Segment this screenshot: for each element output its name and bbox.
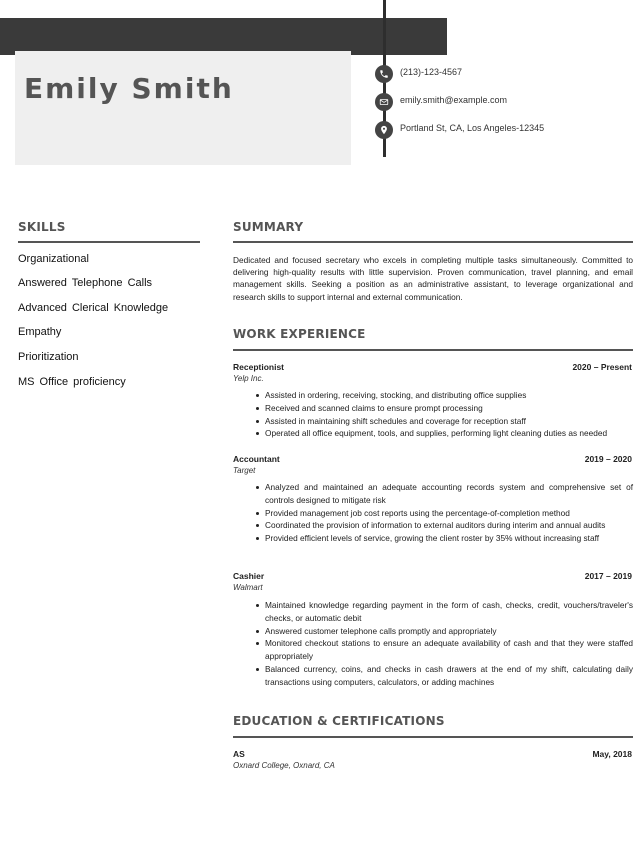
skills-heading: SKILLS	[18, 220, 66, 234]
skill-item: Prioritization	[18, 351, 79, 363]
skill-item: Empathy	[18, 326, 62, 338]
skills-rule	[18, 241, 200, 243]
skill-item: Answered Telephone Calls	[18, 277, 153, 289]
bullet-item: Operated all office equipment, tools, and supplies, performing light cleaning duties as needed	[265, 427, 633, 440]
skill-item: MS Office proficiency	[18, 376, 126, 388]
summary-text: Dedicated and focused secretary who excels in completing multiple tasks simultaneously. Committed to delivering high-quality results with little supervision. Proven communication, travel planning, and email management skills. Seeking a position as an administrative assistant, to leverage organizational and research skills to support internal and external communication.	[233, 255, 633, 302]
bullet-item: Answered customer telephone calls promptly and appropriately	[265, 625, 633, 638]
job-title: Cashier	[233, 571, 265, 581]
skill-item: Advanced Clerical Knowledge	[18, 302, 169, 314]
bullet-item: Monitored checkout stations to ensure an adequate availability of cash and that they were staffed appropriately	[265, 638, 633, 662]
company-name: Yelp Inc.	[233, 374, 264, 383]
summary-rule	[233, 241, 633, 243]
bullet-item: Assisted in maintaining shift schedules and coverage for reception staff	[265, 415, 633, 428]
postal-address: Portland St, CA, Los Angeles-12345	[400, 123, 545, 133]
job-bullets	[265, 389, 633, 440]
degree: AS	[233, 749, 245, 759]
education-heading: EDUCATION & CERTIFICATIONS	[233, 714, 445, 728]
job-dates: 2017 – 2019	[584, 571, 632, 581]
email-address: emily.smith@example.com	[400, 95, 507, 105]
job-dates: 2019 – 2020	[584, 454, 632, 464]
bullet-item: Assisted in ordering, receiving, stocking, and distributing office supplies	[265, 389, 633, 402]
summary-heading: SUMMARY	[233, 220, 304, 234]
job-title: Receptionist	[233, 362, 285, 372]
bullet-item: Received and scanned claims to ensure prompt processing	[265, 402, 633, 415]
education-rule	[233, 736, 633, 738]
work-experience-rule	[233, 349, 633, 351]
phone-icon	[375, 65, 393, 83]
work-experience-heading: WORK EXPERIENCE	[233, 327, 366, 341]
graduation-date: May, 2018	[592, 749, 632, 759]
company-name: Walmart	[233, 583, 263, 592]
job-bullets	[265, 481, 633, 545]
bullet-item: Coordinated the provision of information to external auditors during interim and annual audits	[265, 519, 633, 532]
school-name: Oxnard College, Oxnard, CA	[233, 761, 335, 770]
skill-item: Organizational	[18, 253, 89, 265]
job-bullets	[265, 599, 633, 689]
bullet-item: Balanced currency, coins, and checks in cash drawers at the end of my shift, calculating daily transactions using computers, calculators, or adding machines	[265, 663, 633, 687]
bullet-item: Provided management job cost reports using the percentage-of-completion method	[265, 507, 633, 520]
bullet-item: Maintained knowledge regarding payment in the form of cash, checks, credit, vouchers/traveler's checks, or automatic debit	[265, 600, 633, 623]
candidate-name: Emily Smith	[24, 72, 234, 105]
location-icon	[375, 121, 393, 139]
bullet-item: Provided efficient levels of service, growing the client roster by 35% without increasing staff	[265, 532, 633, 545]
bullet-item: Analyzed and maintained an adequate accounting records system and comprehensive set of controls designed to mitigate risk	[265, 482, 633, 505]
name-box	[15, 51, 351, 165]
company-name: Target	[233, 466, 256, 475]
job-dates: 2020 – Present	[572, 362, 632, 372]
phone-number: (213)-123-4567	[400, 67, 463, 77]
header-bar	[0, 18, 447, 55]
email-icon	[375, 93, 393, 111]
job-title: Accountant	[233, 454, 280, 464]
